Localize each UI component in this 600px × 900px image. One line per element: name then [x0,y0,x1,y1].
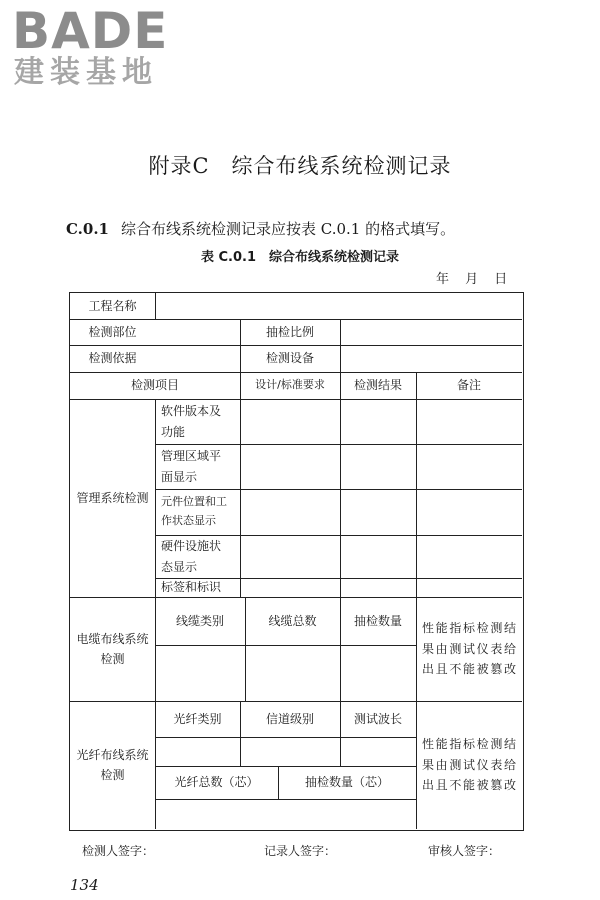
label-inspect-device: 检测设备 [265,351,314,366]
rule [155,293,156,319]
label-fiber-total: 光纤总数（芯） [174,775,259,790]
date-label: 年 月 日 [436,272,514,287]
appendix-title: 附录C 综合布线系统检测记录 [148,154,452,178]
header-requirement: 设计/标准要求 [255,378,325,392]
mgmt-item: 软件版本及功能 [161,404,222,439]
mgmt-item: 硬件设施状态显示 [161,539,222,574]
group-fiber: 光纤布线系统检测 [76,747,149,782]
signature-reviewer: 审核人签字： [428,844,501,858]
header-remark: 备注 [456,378,481,393]
group-management: 管理系统检测 [76,490,149,505]
record-table [69,292,524,831]
rule [155,799,416,800]
label-cable-type: 线缆类别 [175,613,224,628]
watermark-logo: BADE [12,2,169,60]
rule [155,737,416,738]
label-inspect-basis: 检测依据 [88,351,137,366]
page-number: 134 [70,876,99,894]
label-fiber-type: 光纤类别 [173,711,222,726]
header-result: 检测结果 [353,378,402,393]
label-fiber-sample: 抽检数量（芯） [304,775,389,790]
group-cable: 电缆布线系统检测 [76,631,149,666]
mgmt-item: 标签和标识 [161,580,222,595]
rule [155,645,416,646]
label-channel-class: 信道级别 [265,711,314,726]
label-cable-count: 线缆总数 [268,613,317,628]
signature-inspector: 检测人签字： [82,844,155,858]
signature-recorder: 记录人签字： [264,844,337,858]
label-project-name: 工程名称 [88,298,137,313]
mgmt-item: 管理区域平面显示 [161,449,222,484]
note-cable-performance: 性能指标检测结果由测试仪表给出且不能被篡改 [422,621,516,677]
rule [340,319,341,597]
note-fiber-performance: 性能指标检测结果由测试仪表给出且不能被篡改 [422,737,516,793]
label-sampling-ratio: 抽检比例 [265,324,314,339]
clause-paragraph [66,218,455,239]
clause-text: 综合布线系统检测记录应按表 C.0.1 的格式填写。 [121,220,456,238]
rule [240,399,241,597]
label-inspect-part: 检测部位 [88,324,137,339]
mgmt-item: 元件位置和工作状态显示 [161,495,227,527]
table-caption: 表 C.0.1 综合布线系统检测记录 [200,250,400,265]
header-item: 检测项目 [130,378,179,393]
watermark-subtitle: 建装基地 [14,55,158,90]
clause-number: C.0.1 [66,220,109,238]
label-cable-sample: 抽检数量 [353,613,402,628]
label-test-wavelength: 测试波长 [353,711,402,726]
